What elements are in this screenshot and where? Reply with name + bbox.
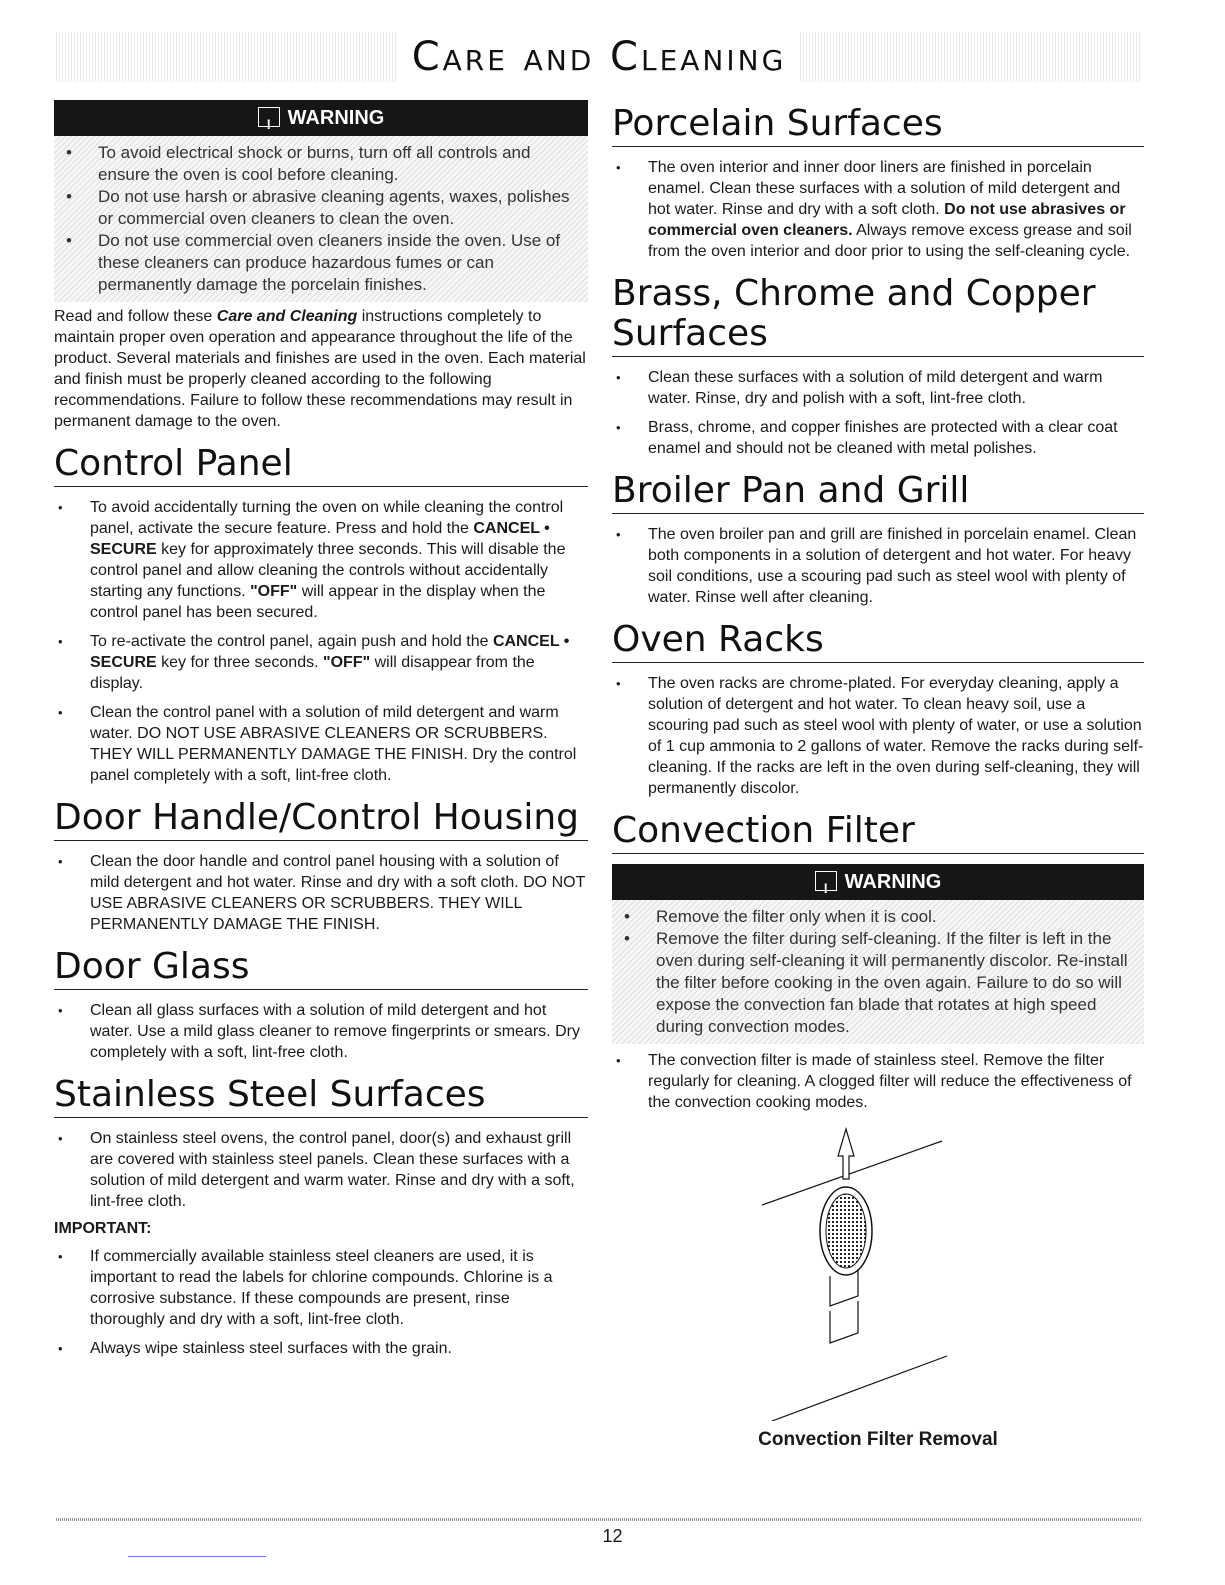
section-title-control-panel: Control Panel	[54, 444, 588, 487]
racks-list	[612, 673, 1144, 799]
list-item: • Always wipe stainless steel surfaces with the grain.	[54, 1338, 588, 1359]
list-item: • On stainless steel ovens, the control panel, door(s) and exhaust grill are covered with stainless steel panels. Clean these surfaces with a solution of mild detergent and warm water. Rinse and dry with a soft, lint-free cloth.	[54, 1128, 588, 1212]
list-item: • If commercially available stainless steel cleaners are used, it is important to read the labels for chlorine compounds. Chlorine is a corrosive substance. If these compounds are present, rinse thoroughly and dry with a soft, lint-free cloth.	[54, 1246, 588, 1330]
brass-list	[612, 367, 1144, 459]
section-title-door-handle: Door Handle/Control Housing	[54, 798, 588, 841]
list-item: • Clean all glass surfaces with a solution of mild detergent and hot water. Use a mild glass cleaner to remove fingerprints or smears. Dry completely with a soft, lint-free cloth.	[54, 1000, 588, 1063]
filter-mesh	[826, 1194, 866, 1268]
text-run: key for approximately three seconds. This will disable the control panel and allow cleaning the controls without accidentally starting any functions.	[90, 541, 566, 600]
warning-body	[612, 900, 1144, 1044]
intro-paragraph	[54, 306, 588, 432]
page-number: 12	[602, 1526, 623, 1546]
off-display-label: "OFF"	[323, 654, 371, 671]
important-label: IMPORTANT:	[54, 1220, 152, 1237]
warning-header	[54, 100, 588, 136]
cancel-secure-key-label: CANCEL • SECURE	[90, 633, 570, 671]
convection-filter-figure	[612, 1121, 1144, 1461]
text-run: will disappear from the display.	[90, 654, 535, 692]
warning-triangle-icon	[258, 107, 280, 127]
list-item: • The oven racks are chrome-plated. For everyday cleaning, apply a solution of detergent and hot water. To clean heavy soil, use a scouring pad such as steel wool with plenty of water, or use a solution of 1 cup ammonia to 2 gallons of water. Remove the racks during self-cleaning. If the racks are left in the oven during self-cleaning, they will permanently discolor.	[612, 673, 1144, 799]
list-item: • Clean the door handle and control panel housing with a solution of mild detergent and hot water. Rinse and dry with a soft cloth. DO NOT USE ABRASIVE CLEANERS OR SCRUBBERS. THEY WILL PERMANENTLY DAMAGE THE FINISH.	[54, 851, 588, 935]
list-item	[612, 157, 1144, 262]
porcelain-list	[612, 157, 1144, 262]
section-title-stainless: Stainless Steel Surfaces	[54, 1075, 588, 1118]
footer-link-line	[128, 1556, 266, 1557]
figure-caption: Convection Filter Removal	[758, 1429, 998, 1450]
warning-body	[54, 136, 588, 302]
warning-heading: WARNING	[844, 871, 942, 893]
title-band	[56, 32, 1142, 82]
section-title-porcelain: Porcelain Surfaces	[612, 104, 1144, 147]
list-item	[54, 497, 588, 623]
text-run: To avoid accidentally turning the oven on while cleaning the control panel, activate the secure feature. Press and hold the	[90, 499, 564, 537]
porcelain-caution: Do not use abrasives or commercial oven cleaners.	[648, 201, 1126, 239]
warning-box-top	[54, 100, 588, 302]
section-title-door-glass: Door Glass	[54, 947, 588, 990]
text-run: will appear in the display when the control panel has been secured.	[90, 583, 546, 621]
list-item: • Brass, chrome, and copper finishes are protected with a clear coat enamel and should not be cleaned with metal polishes.	[612, 417, 1144, 459]
warning-box-convection	[612, 864, 1144, 1044]
page-title: Care and Cleaning	[398, 32, 801, 82]
text-run: Always remove excess grease and soil from the oven interior and door prior to using the self-cleaning cycle.	[648, 222, 1132, 260]
section-title-oven-racks: Oven Racks	[612, 620, 1144, 663]
footer-rule	[56, 1518, 1142, 1521]
section-title-brass: Brass, Chrome and Copper Surfaces	[612, 274, 1144, 357]
intro-emphasis: Care and Cleaning	[216, 308, 358, 325]
intro-prefix: Read and follow these	[54, 308, 217, 325]
important-list	[54, 1246, 588, 1359]
warning-triangle-icon	[815, 871, 837, 891]
warning-header	[612, 864, 1144, 900]
left-column	[54, 100, 588, 1367]
control-panel-list	[54, 497, 588, 786]
text-run: To re-activate the control panel, again push and hold the	[90, 633, 493, 650]
filter-bracket	[830, 1301, 858, 1343]
broiler-list	[612, 524, 1144, 608]
list-item: • The convection filter is made of stainless steel. Remove the filter regularly for cleaning. A clogged filter will reduce the effectiveness of the convection cooking modes.	[612, 1050, 1144, 1113]
warning-item: • Do not use commercial oven cleaners inside the oven. Use of these cleaners can produce hazardous fumes or can permanently damage the porcelain finishes.	[64, 230, 576, 296]
wall-line	[772, 1356, 947, 1421]
convection-filter-illustration	[612, 1121, 1144, 1421]
stainless-list	[54, 1128, 588, 1212]
door-glass-list	[54, 1000, 588, 1063]
arrow-up-icon	[838, 1129, 854, 1179]
list-item: • Clean the control panel with a solution of mild detergent and warm water. DO NOT USE ABRASIVE CLEANERS OR SCRUBBERS. THEY WILL PERMANENTLY DAMAGE THE FINISH. Dry the control panel completely with a soft, lint-free cloth.	[54, 702, 588, 786]
convection-list	[612, 1050, 1144, 1113]
right-column	[612, 100, 1144, 1461]
list-item	[54, 631, 588, 694]
warning-item: • Remove the filter only when it is cool.	[622, 906, 1132, 928]
door-handle-list	[54, 851, 588, 935]
text-run: key for three seconds.	[156, 654, 323, 671]
cancel-secure-key-label: CANCEL • SECURE	[90, 520, 550, 558]
section-title-broiler: Broiler Pan and Grill	[612, 471, 1144, 514]
off-display-label: "OFF"	[250, 583, 298, 600]
intro-suffix: instructions completely to maintain proper oven operation and appearance throughout the life of the product. Several materials and finishes are used in the oven. Each material and finish must be properly cleaned according to the following recommendations. Failure to follow these recommendations may result in permanent damage to the oven.	[54, 308, 586, 430]
list-item: • Clean these surfaces with a solution of mild detergent and warm water. Rinse, dry and polish with a soft, lint-free cloth.	[612, 367, 1144, 409]
list-item: • The oven broiler pan and grill are finished in porcelain enamel. Clean both components in a solution of detergent and hot water. For heavy soil conditions, use a scouring pad such as steel wool with plenty of water. Rinse well after cleaning.	[612, 524, 1144, 608]
warning-heading: WARNING	[287, 107, 385, 129]
warning-item: • Remove the filter during self-cleaning. If the filter is left in the oven during self-cleaning it will permanently discolor. Re-install the filter before cooking in the oven again. Failure to do so will expose the convection fan blade that rotates at high speed during convection modes.	[622, 928, 1132, 1038]
warning-item: • Do not use harsh or abrasive cleaning agents, waxes, polishes or commercial oven cleaners to clean the oven.	[64, 186, 576, 230]
text-run: The oven interior and inner door liners are finished in porcelain enamel. Clean these surfaces with a solution of mild detergent and hot water. Rinse and dry with a soft cloth.	[648, 159, 1121, 218]
warning-item: • To avoid electrical shock or burns, turn off all controls and ensure the oven is cool before cleaning.	[64, 142, 576, 186]
section-title-convection: Convection Filter	[612, 811, 1144, 854]
